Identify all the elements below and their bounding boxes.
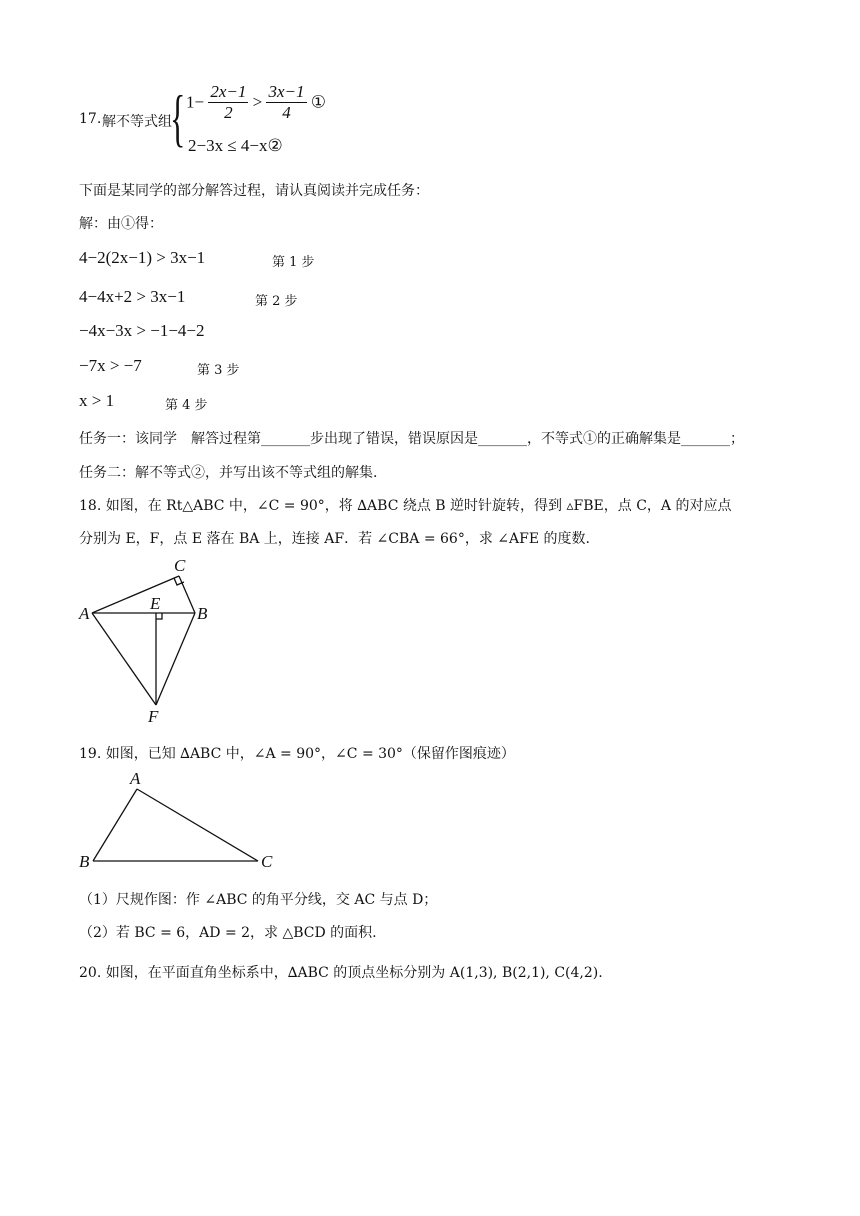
label-b: B [197, 604, 208, 623]
inequality-2: 2−3x ≤ 4−x② [188, 136, 283, 155]
solution-step-4: 第 4 步 [165, 398, 208, 413]
ineq1-denominator: 2 [224, 103, 233, 122]
label-f: F [148, 707, 159, 726]
q17-title: 解不等式组 [102, 114, 172, 130]
label-a: A [79, 604, 90, 623]
segment-ab [93, 789, 137, 861]
segment-cb [179, 576, 195, 613]
q17-number: 17. [79, 111, 102, 127]
q19-line1: 19. 如图，已知 ∆ABC 中，∠A = 90°，∠C = 30°（保留作图痕迹） [79, 746, 515, 762]
segment-ac [137, 789, 258, 861]
q20-line1: 20. 如图，在平面直角坐标系中，∆ABC 的顶点坐标分别为 A(1,3), B(2,1), C(4,2). [79, 965, 603, 981]
solution-line-4: −7x > −7 [79, 356, 142, 375]
solution-step-3: 第 3 步 [197, 363, 240, 378]
q17-task2: 任务二：解不等式②，并写出该不等式组的解集. [79, 465, 378, 481]
q19-part2: （2）若 BC = 6，AD = 2，求 △BCD 的面积. [79, 925, 377, 941]
solution-line-5: x > 1 [79, 391, 115, 410]
ineq1-numerator: 2x−1 [210, 82, 247, 101]
solution-line-1: 4−2(2x−1) > 3x−1 [79, 248, 206, 267]
segment-af [92, 613, 156, 705]
right-angle-mark-e [156, 613, 162, 619]
ineq1-fraction-right [266, 82, 306, 123]
system-brace: { [170, 82, 186, 153]
q18-figure [70, 552, 230, 727]
label-a: A [130, 769, 141, 788]
q17-solution-start: 解：由①得： [79, 216, 163, 232]
ineq1-fraction-left [208, 82, 248, 123]
solution-line-3: −4x−3x > −1−4−2 [79, 321, 205, 340]
ineq1-right-denominator: 4 [282, 103, 291, 122]
q18-line2: 分别为 E，F，点 E 落在 BA 上，连接 AF．若 ∠CBA = 66°，求 ∠AFE 的度数. [79, 531, 590, 547]
q17-task1: 任务一：该同学 解答过程第_______步出现了错误，错误原因是_______，不等式①的正确解集是_______； [79, 431, 744, 447]
ineq1-one: 1− [186, 92, 205, 112]
ineq1-gt: > [252, 92, 263, 112]
q19-part1: （1）尺规作图：作 ∠ABC 的角平分线，交 AC 与点 D； [79, 892, 438, 908]
solution-line-2: 4−4x+2 > 3x−1 [79, 287, 186, 306]
ineq1-right-numerator: 3x−1 [268, 82, 305, 101]
q19-figure [70, 768, 280, 873]
ineq1-circled-mark: ① [310, 92, 326, 112]
label-b: B [79, 852, 90, 871]
q18-line1: 18. 如图，在 Rt△ABC 中，∠C = 90°，将 ∆ABC 绕点 B 逆时针旋转，得到 ▵FBE，点 C，A 的对应点 [79, 498, 732, 514]
label-c: C [261, 852, 273, 871]
q17-intro: 下面是某同学的部分解答过程，请认真阅读并完成任务： [79, 183, 429, 199]
inequality-1 [186, 82, 326, 123]
segment-ac [92, 576, 179, 613]
label-e: E [150, 594, 161, 613]
solution-step-1: 第 1 步 [272, 255, 315, 270]
solution-step-2: 第 2 步 [255, 294, 298, 309]
segment-bf [156, 613, 195, 705]
label-c: C [174, 556, 186, 575]
